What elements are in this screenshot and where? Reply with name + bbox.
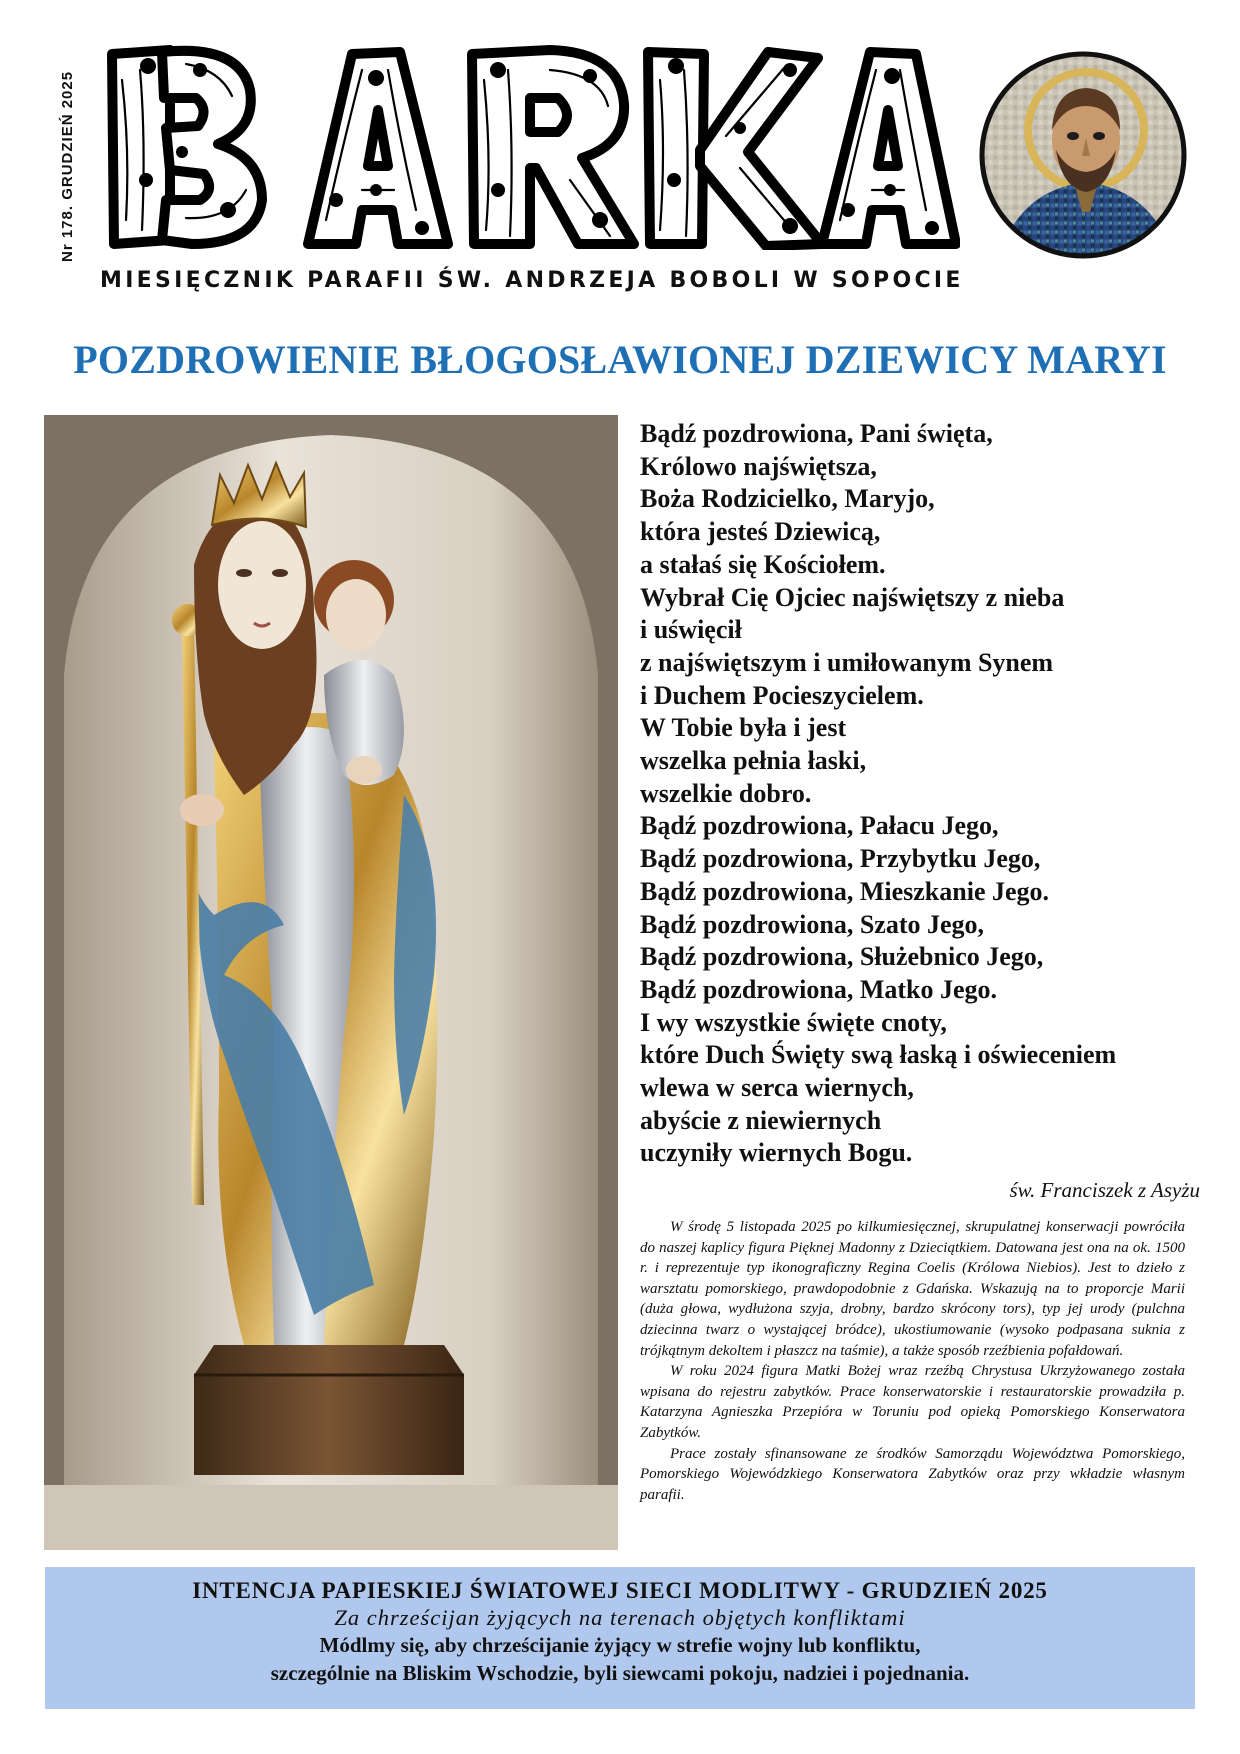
- prayer-line: Królowo najświętsza,: [640, 451, 877, 481]
- prayer-text: [640, 418, 1215, 1170]
- prayer-line: Bądź pozdrowiona, Pani święta,: [640, 419, 993, 448]
- article-text: [640, 1217, 1185, 1505]
- prayer-line: Bądź pozdrowiona, Służebnico Jego,: [640, 942, 1044, 972]
- logo-letter-k: [648, 52, 822, 246]
- prayer-intention-box: [45, 1567, 1195, 1709]
- masthead-subtitle: MIESIĘCZNIK PARAFII ŚW. ANDRZEJA BOBOLI W SOPOCIE: [100, 268, 964, 293]
- prayer-line: Boża Rodzicielko, Maryjo,: [640, 484, 935, 514]
- madonna-statue-photo: [44, 415, 618, 1550]
- intention-subtitle: Za chrześcijan żyjących na terenach objętych konfliktami: [334, 1605, 906, 1630]
- prayer-line: abyście z niewiernych: [640, 1105, 882, 1135]
- issue-number: Nr 178. GRUDZIEŃ 2025: [59, 70, 76, 262]
- prayer-line: Wybrał Cię Ojciec najświętszy z nieba: [640, 582, 1065, 612]
- article-paragraph: W środę 5 listopada 2025 po kilkumiesięcznej, skrupulatnej konserwacji powróciła do naszej kaplicy figura Pięknej Madonny z Dzieciątkiem. Datowana jest ona na ok. 1500 r. i reprezentuje typ ikonograficzny Regina Coelis (Królowa Niebios). Jest to dzieło z warsztatu pomorskiego, prawdopodobnie z Gdańska. Wskazują na to proporcje Marii (duża głowa, wydłużona szyja, drobny, bardzo skrócony tors), typ jej urody (pulchna dziecinna twarz o wystającej bródce), ukostiumowanie (wysoko podpasana suknia z trójkątnym dekoltem i płaszcz na taśmie), a także sposób rzeźbienia pofałdowań.: [640, 1219, 1185, 1359]
- article-paragraph: Prace zostały sfinansowane ze środków Samorządu Województwa Pomorskiego, Pomorskiego Wojewódzkiego Konserwatora Zabytków oraz przy wkładzie własnym parafii.: [640, 1445, 1185, 1503]
- page-title: POZDROWIENIE BŁOGOSŁAWIONEJ DZIEWICY MARYI: [73, 337, 1167, 382]
- intention-line: szczególnie na Bliskim Wschodzie, byli siewcami pokoju, nadziei i pojednania.: [270, 1661, 970, 1685]
- logo-letter-a-2: [822, 52, 956, 244]
- prayer-line: i Duchem Pocieszycielem.: [640, 680, 924, 710]
- prayer-line: wlewa w serca wiernych,: [640, 1073, 914, 1103]
- intention-line: Módlmy się, aby chrześcijanie żyjący w strefie wojny lub konfliktu,: [319, 1633, 921, 1657]
- logo-letter-a: [308, 52, 448, 244]
- prayer-line: które Duch Święty swą łaską i oświeceniem: [640, 1040, 1117, 1070]
- logo-letter-r: [472, 50, 634, 244]
- prayer-author: św. Franciszek z Asyżu: [1009, 1178, 1200, 1202]
- intention-title: INTENCJA PAPIESKIEJ ŚWIATOWEJ SIECI MODLITWY - GRUDZIEŃ 2025: [192, 1578, 1048, 1603]
- prayer-line: Bądź pozdrowiona, Mieszkanie Jego.: [640, 876, 1050, 906]
- prayer-line: a stałaś się Kościołem.: [640, 549, 886, 579]
- prayer-line: uczyniły wiernych Bogu.: [640, 1138, 913, 1168]
- logo-letter-b: [112, 50, 262, 244]
- prayer-line: z najświętszym i umiłowanym Synem: [640, 647, 1054, 677]
- prayer-line: Bądź pozdrowiona, Matko Jego.: [640, 974, 998, 1004]
- prayer-line: Bądź pozdrowiona, Szato Jego,: [640, 909, 985, 939]
- prayer-line: Bądź pozdrowiona, Pałacu Jego,: [640, 811, 999, 841]
- prayer-line: która jesteś Dziewicą,: [640, 517, 881, 547]
- saint-mosaic-icon: [978, 50, 1188, 260]
- prayer-line: I wy wszystkie święte cnoty,: [640, 1007, 947, 1037]
- prayer-line: wszelka pełnia łaski,: [640, 746, 867, 776]
- barka-logo: [100, 40, 960, 250]
- prayer-line: i uświęcił: [640, 615, 742, 645]
- prayer-line: Bądź pozdrowiona, Przybytku Jego,: [640, 844, 1041, 874]
- prayer-line: wszelkie dobro.: [640, 778, 812, 808]
- prayer-line: W Tobie była i jest: [640, 713, 847, 743]
- article-paragraph: W roku 2024 figura Matki Bożej wraz rzeźbą Chrystusa Ukrzyżowanego została wpisana do rejestru zabytków. Prace konserwatorskie i restauratorskie prowadziła p. Katarzyna Agnieszka Przepióra w Toruniu pod opieką Pomorskiego Konserwatora Zabytków.: [640, 1363, 1185, 1441]
